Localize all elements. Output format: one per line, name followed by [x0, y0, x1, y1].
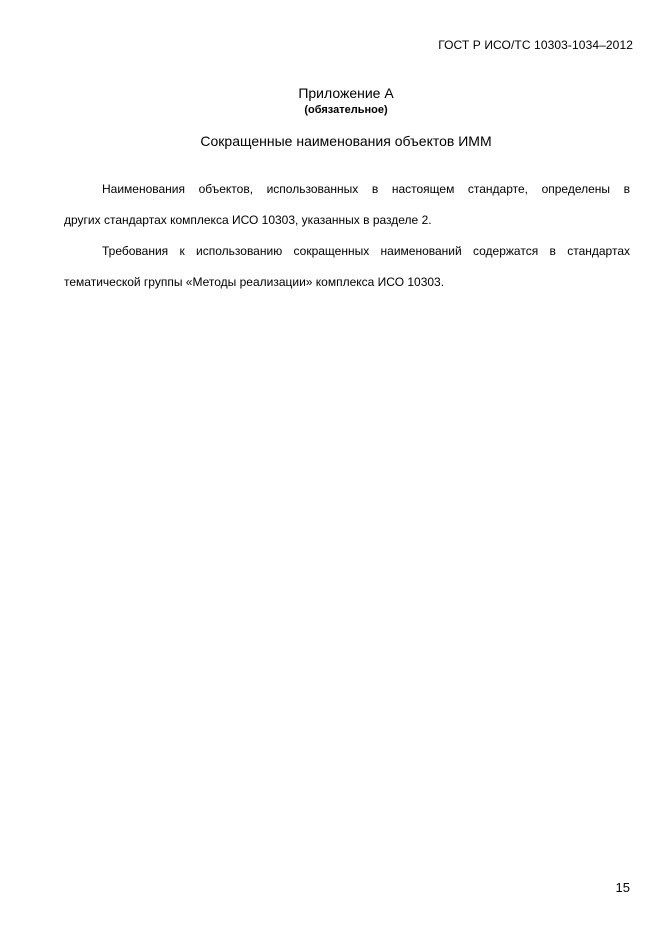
paragraph-2 [64, 236, 630, 298]
appendix-title: Приложение А [298, 85, 394, 101]
appendix-status: (обязательное) [304, 104, 388, 116]
paragraph-2-line-1: Требования к использованию сокращенных наименований содержатся в стандартах [102, 244, 630, 258]
document-header-id: ГОСТ Р ИСО/ТС 10303-1034–2012 [438, 38, 633, 52]
page-number: 15 [615, 880, 630, 895]
section-title: Сокращенные наименования объектов ИММ [200, 133, 492, 149]
paragraph-2-line-2: тематической группы «Методы реализации» комплекса ИСО 10303. [64, 275, 445, 289]
paragraph-1 [64, 174, 630, 236]
paragraph-1-line-2: других стандартах комплекса ИСО 10303, указанных в разделе 2. [64, 213, 432, 227]
paragraph-1-line-1: Наименования объектов, использованных в настоящем стандарте, определены в [102, 182, 630, 196]
